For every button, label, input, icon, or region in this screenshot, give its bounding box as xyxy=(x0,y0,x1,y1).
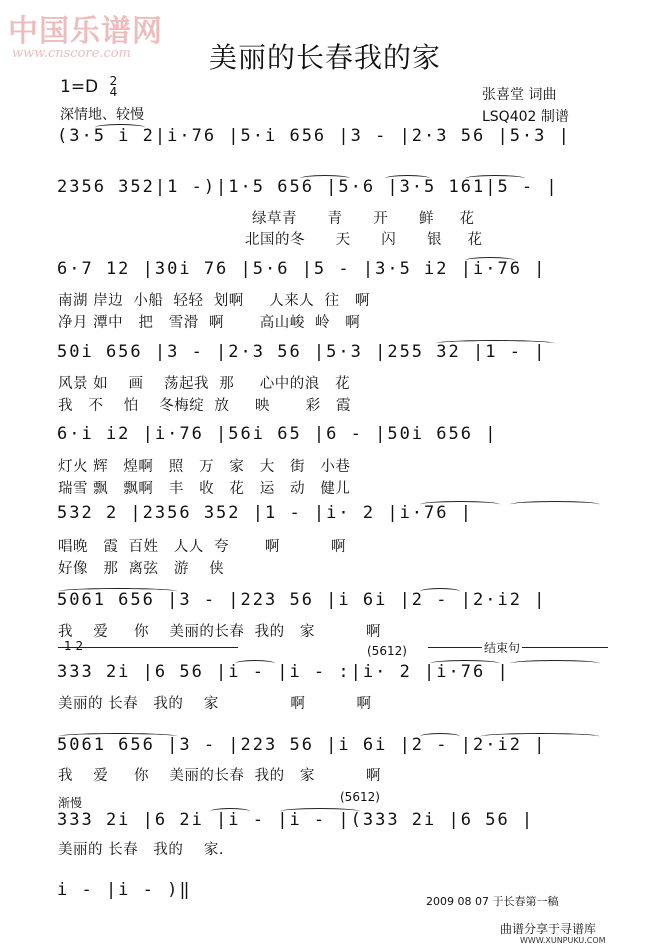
lyric-line-7: 美丽的 长春 我的 家 啊 啊 xyxy=(58,696,372,712)
time-bottom: 4 xyxy=(109,85,118,99)
watermark-text: 中国乐谱网 xyxy=(8,14,163,49)
slur xyxy=(480,733,600,740)
lyricist-composer: 张喜堂 词曲 xyxy=(482,87,557,103)
slur xyxy=(385,175,430,182)
slur xyxy=(465,175,525,182)
lyric-line-5a: 唱晚 霞 百姓 人人 夸 啊 啊 xyxy=(58,539,346,555)
slur xyxy=(435,340,555,347)
lyric-line-6: 我 爱 你 美丽的长春 我的 家 啊 xyxy=(58,624,382,640)
transcriber: LSQ402 制谱 xyxy=(482,109,569,125)
lyric-line-3b: 我 不 怕 冬梅绽 放 映 彩 霞 xyxy=(58,398,352,414)
composition-date: 2009 08 07 于长春第一稿 xyxy=(426,895,559,908)
slur xyxy=(420,588,460,595)
slur xyxy=(210,808,250,815)
slur xyxy=(58,733,178,740)
footer-brand: 曲谱分享于寻谱库 xyxy=(500,922,597,936)
slur xyxy=(420,501,500,508)
lyric-line-4a: 灯火 辉 煌啊 照 万 家 大 街 小巷 xyxy=(58,459,351,475)
notation-row-10: 333 2i |6 2i |i - |i - |(333 2i |6 56 | xyxy=(57,810,535,830)
time-signature xyxy=(110,76,118,98)
notation-row-3: 6·7 12 |30i 76 |5·6 |5 - |3·5 i2 |i·76 | xyxy=(57,259,547,279)
notation-row-1: (3·5 i 2|i·76 |5·i 656 |3 - |2·3 56 |5·3 | xyxy=(57,126,571,146)
notation-row-9: 5061 656 |3 - |223 56 |i 6i |2 - |2·i2 | xyxy=(57,735,547,755)
lyric-line-8: 我 爱 你 美丽的长春 我的 家 啊 xyxy=(58,768,382,784)
slur xyxy=(510,660,600,667)
song-title: 美丽的长春我的家 xyxy=(208,41,441,74)
slur xyxy=(235,660,275,667)
lyric-line-3a: 风景 如 画 荡起我 那 心中的浪 花 xyxy=(58,376,351,392)
slur xyxy=(280,808,360,815)
ending-label: 结束句 xyxy=(484,641,521,655)
slur xyxy=(420,733,460,740)
key-signature xyxy=(60,76,117,98)
watermark-url: www.cnscore.com xyxy=(12,46,131,61)
volta-1-bracket xyxy=(58,647,238,648)
notation-row-2: 2356 352|1 -)|1·5 656 |5·6 |3·5 161|5 - | xyxy=(57,177,559,197)
key-label: 1=D xyxy=(60,77,99,97)
notation-row-8: 333 2i |6 56 |i - |i - :|i· 2 |i·76 | xyxy=(57,662,510,682)
slur xyxy=(95,124,145,131)
ossia-figure-2: (5612) xyxy=(340,790,380,804)
lyric-line-4b: 瑞雪 飘 飘啊 丰 收 花 运 动 健儿 xyxy=(58,481,351,497)
slur xyxy=(430,660,500,667)
volta-1-label: 1 2 xyxy=(64,639,84,653)
ritard-marking: 渐慢 xyxy=(58,796,83,810)
time-top: 2 xyxy=(109,74,118,88)
notation-row-11: i - |i - )‖ xyxy=(57,880,192,900)
lyric-line-5b: 好像 那 离弦 游 侠 xyxy=(58,561,225,577)
lyric-line-1b: 北国的冬 天 闪 银 花 xyxy=(245,232,483,248)
notation-row-4: 50i 656 |3 - |2·3 56 |5·3 |255 32 |1 - | xyxy=(57,342,547,362)
lyric-line-1a: 绿草青 青 开 鲜 花 xyxy=(252,211,475,227)
slur xyxy=(465,257,515,264)
slur xyxy=(300,175,350,182)
notation-row-5: 6·i i2 |i·76 |56i 65 |6 - |50i 656 | xyxy=(57,424,498,444)
slur xyxy=(58,588,178,595)
tempo-marking: 深情地、较慢 xyxy=(60,107,144,123)
lyric-line-2b: 净月 潭中 把 雪滑 啊 高山峻 岭 啊 xyxy=(58,315,361,331)
slur xyxy=(510,501,600,508)
notation-row-7: 5061 656 |3 - |223 56 |i 6i |2 - |2·i2 | xyxy=(57,590,547,610)
notation-row-6: 532 2 |2356 352 |1 - |i· 2 |i·76 | xyxy=(57,503,473,523)
lyric-line-2a: 南湖 岸边 小船 轻轻 划啊 人来人 往 啊 xyxy=(58,293,370,309)
lyric-line-9: 美丽的 长春 我的 家. xyxy=(58,842,224,858)
ossia-figure-1: (5612) xyxy=(367,644,407,658)
footer-url: WWW.XUNPUKU.COM xyxy=(520,936,606,945)
